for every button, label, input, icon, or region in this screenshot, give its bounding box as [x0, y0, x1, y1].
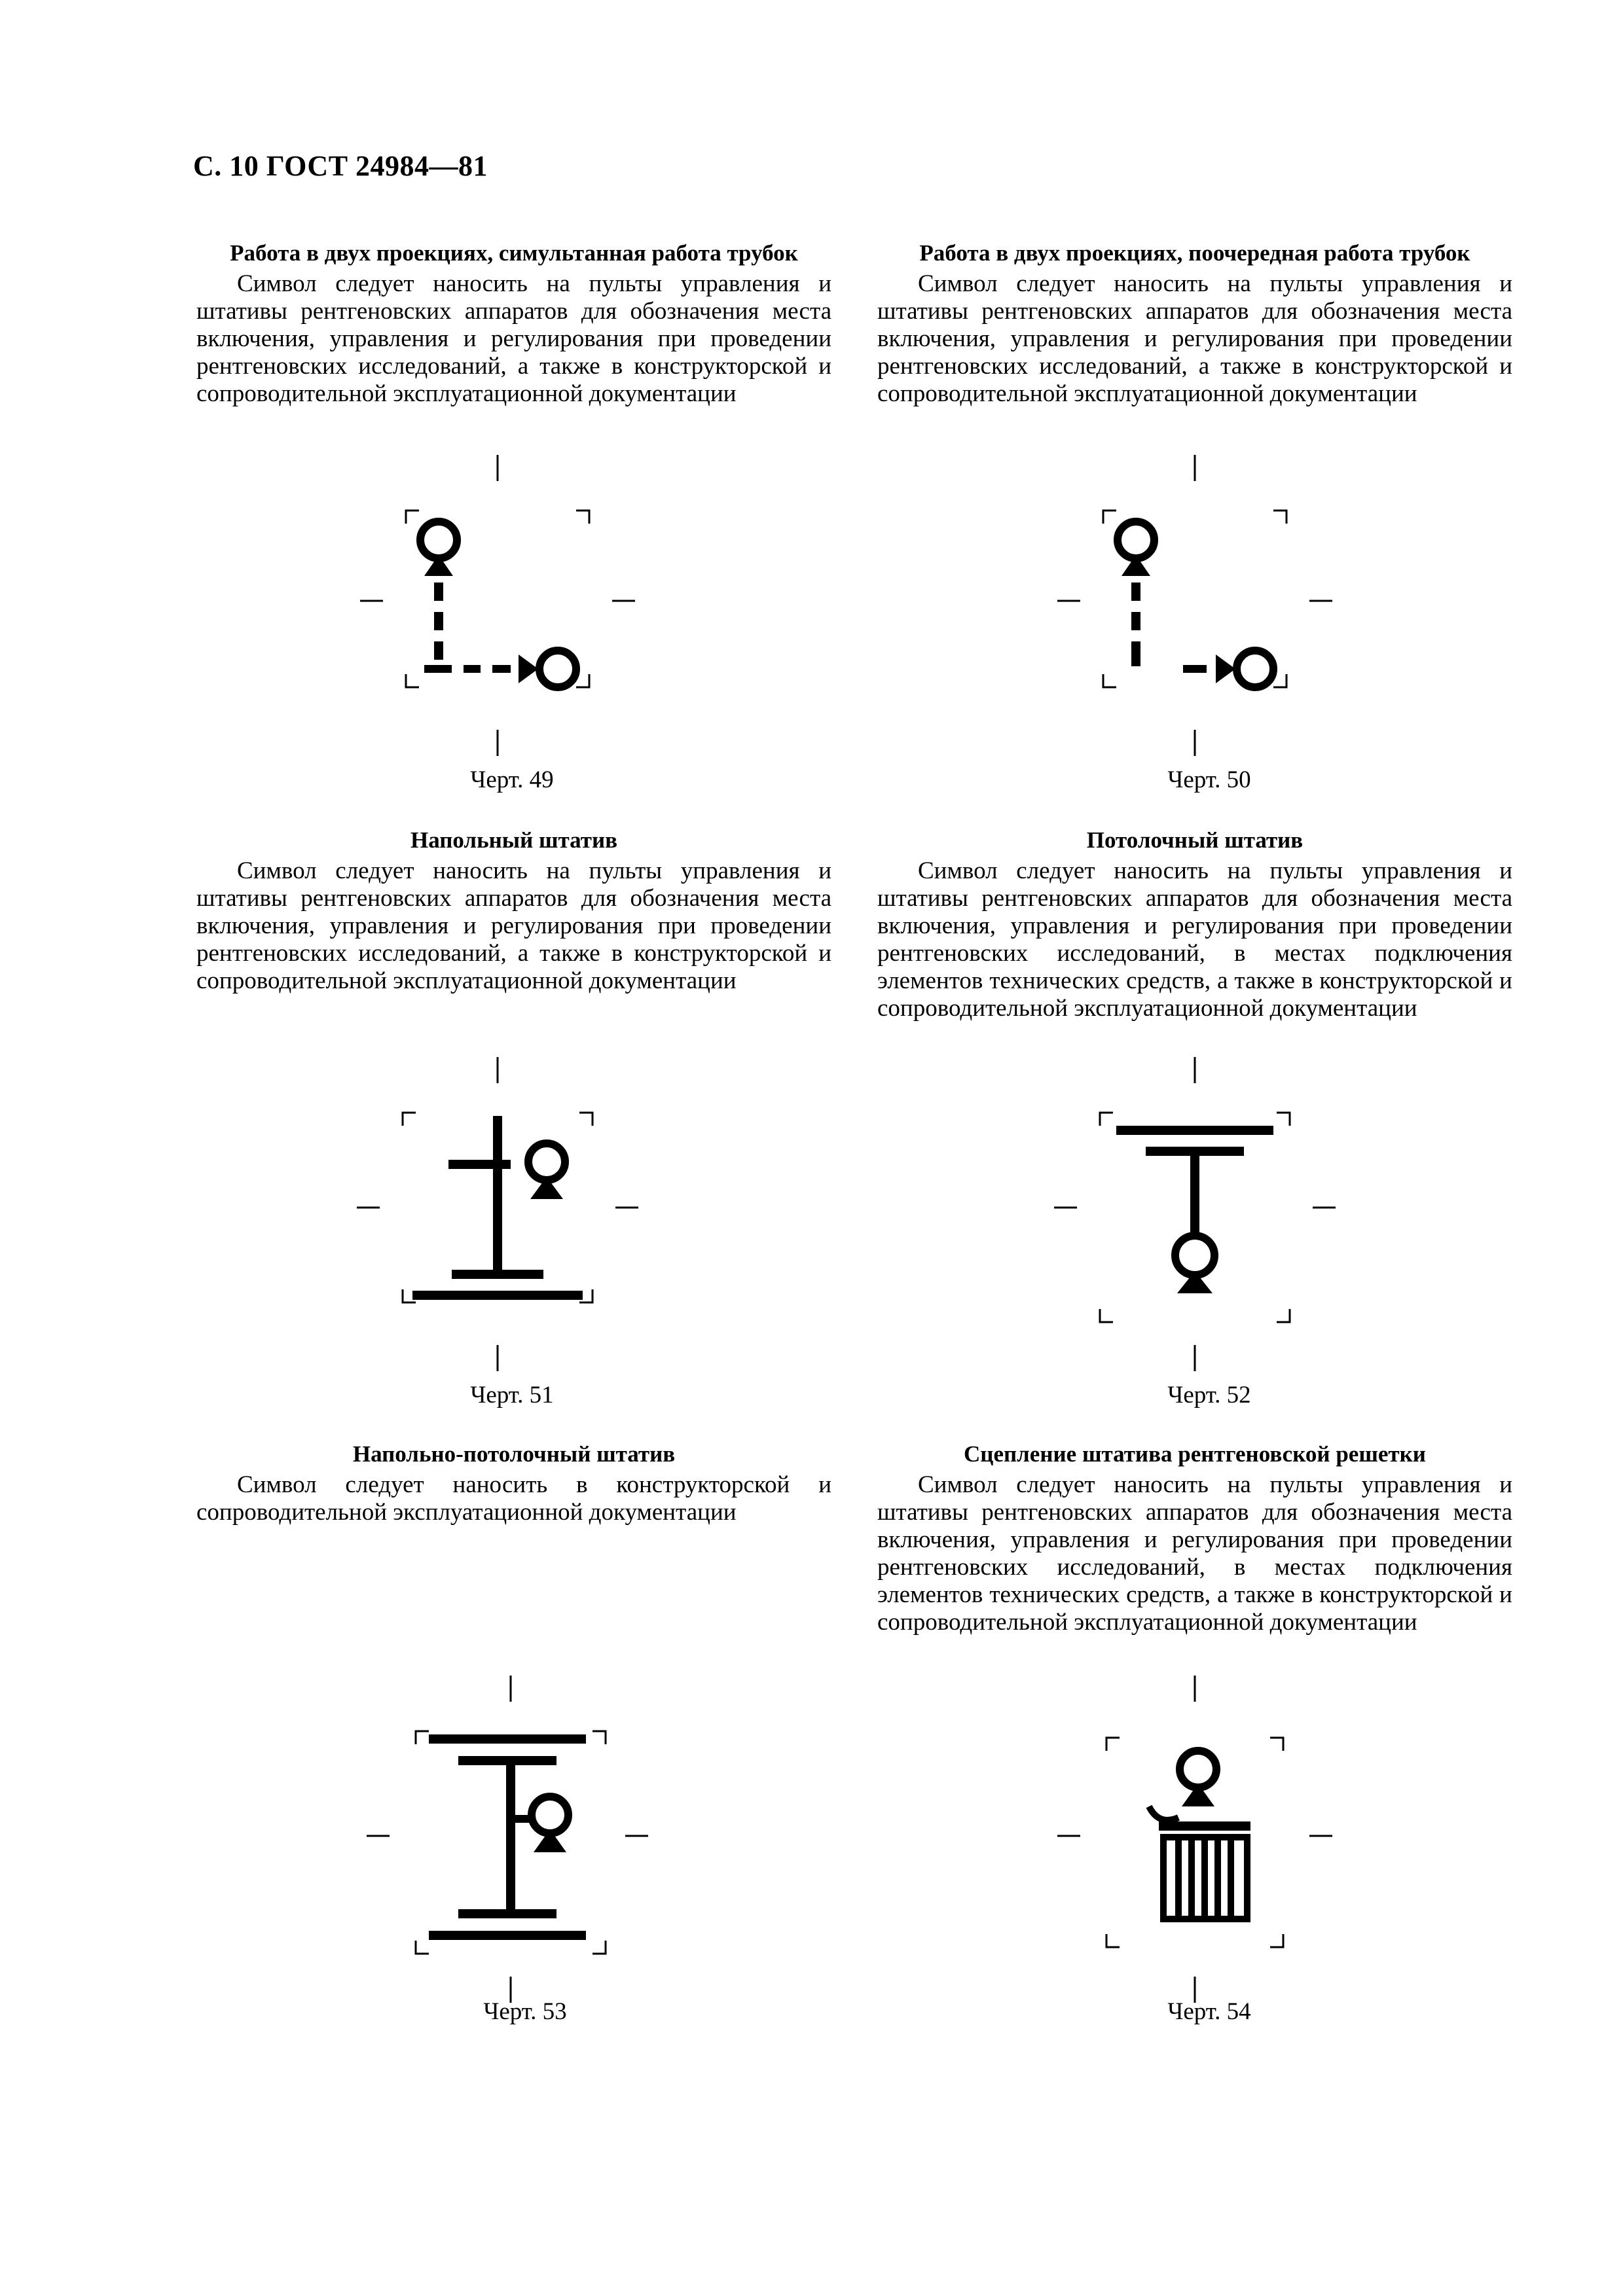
figure-caption: Черт. 49 [470, 766, 554, 793]
section-body: Символ следует наносить на пульты управления и штативы рентгеновских аппаратов для обозначения места включения, управления и регулирования при проведении рентгеновских исследований, а также в конструкторской и сопроводительной эксплуатационной документации [877, 270, 1512, 407]
figure-caption: Черт. 52 [1167, 1382, 1251, 1408]
figure-53 [360, 1672, 661, 2006]
figure-caption: Черт. 50 [1167, 766, 1251, 793]
figure-49 [347, 452, 648, 759]
section-body: Символ следует наносить на пульты управления и штативы рентгеновских аппаратов для обозначения места включения, управления и регулирования при проведении рентгеновских исследований, в местах подключения элементов технических средств, а также в конструкторской и сопроводительной эксплуатационной документации [877, 1471, 1512, 1636]
section-52 [877, 826, 1512, 1022]
section-body: Символ следует наносить в конструкторской и сопроводительной эксплуатационной документации [196, 1471, 831, 1526]
figure-caption: Черт. 54 [1167, 1998, 1251, 2025]
figure-52 [1044, 1054, 1345, 1374]
section-title: Напольный штатив [410, 827, 618, 853]
section-body: Символ следует наносить на пульты управления и штативы рентгеновских аппаратов для обозначения места включения, управления и регулирования при проведении рентгеновских исследований, а также в конструкторской и сопроводительной эксплуатационной документации [196, 270, 831, 407]
section-title: Сцепление штатива рентгеновской решетки [964, 1441, 1426, 1467]
section-body: Символ следует наносить на пульты управления и штативы рентгеновских аппаратов для обозначения места включения, управления и регулирования при проведении рентгеновских исследований, в местах подключения элементов технических средств, а также в конструкторской и сопроводительной эксплуатационной документации [877, 857, 1512, 1022]
section-50 [877, 239, 1512, 408]
section-54 [877, 1440, 1512, 1636]
symbol-floor-stand-icon [347, 1054, 648, 1374]
symbol-floor-ceiling-stand-icon [360, 1672, 661, 2006]
section-title: Напольно-потолочный штатив [352, 1441, 676, 1467]
section-title: Работа в двух проекциях, поочередная работа трубок [919, 240, 1470, 266]
figure-caption: Черт. 53 [483, 1998, 567, 2025]
symbol-ceiling-stand-icon [1044, 1054, 1345, 1374]
figure-50 [1044, 452, 1345, 759]
figure-caption: Черт. 51 [470, 1382, 554, 1408]
section-51 [196, 826, 831, 995]
figure-54 [1044, 1672, 1345, 2006]
symbol-biplane-simultaneous-icon [347, 452, 648, 759]
section-title: Работа в двух проекциях, симультанная работа трубок [230, 240, 798, 266]
section-title: Потолочный штатив [1086, 827, 1304, 853]
symbol-grid-stand-coupling-icon [1044, 1672, 1345, 2006]
section-49 [196, 239, 831, 408]
symbol-biplane-alternating-icon [1044, 452, 1345, 759]
figure-51 [347, 1054, 648, 1374]
page-header: С. 10 ГОСТ 24984—81 [193, 150, 488, 182]
section-body: Символ следует наносить на пульты управления и штативы рентгеновских аппаратов для обозначения места включения, управления и регулирования при проведении рентгеновских исследований, а также в конструкторской и сопроводительной эксплуатационной документации [196, 857, 831, 994]
section-53 [196, 1440, 831, 1526]
